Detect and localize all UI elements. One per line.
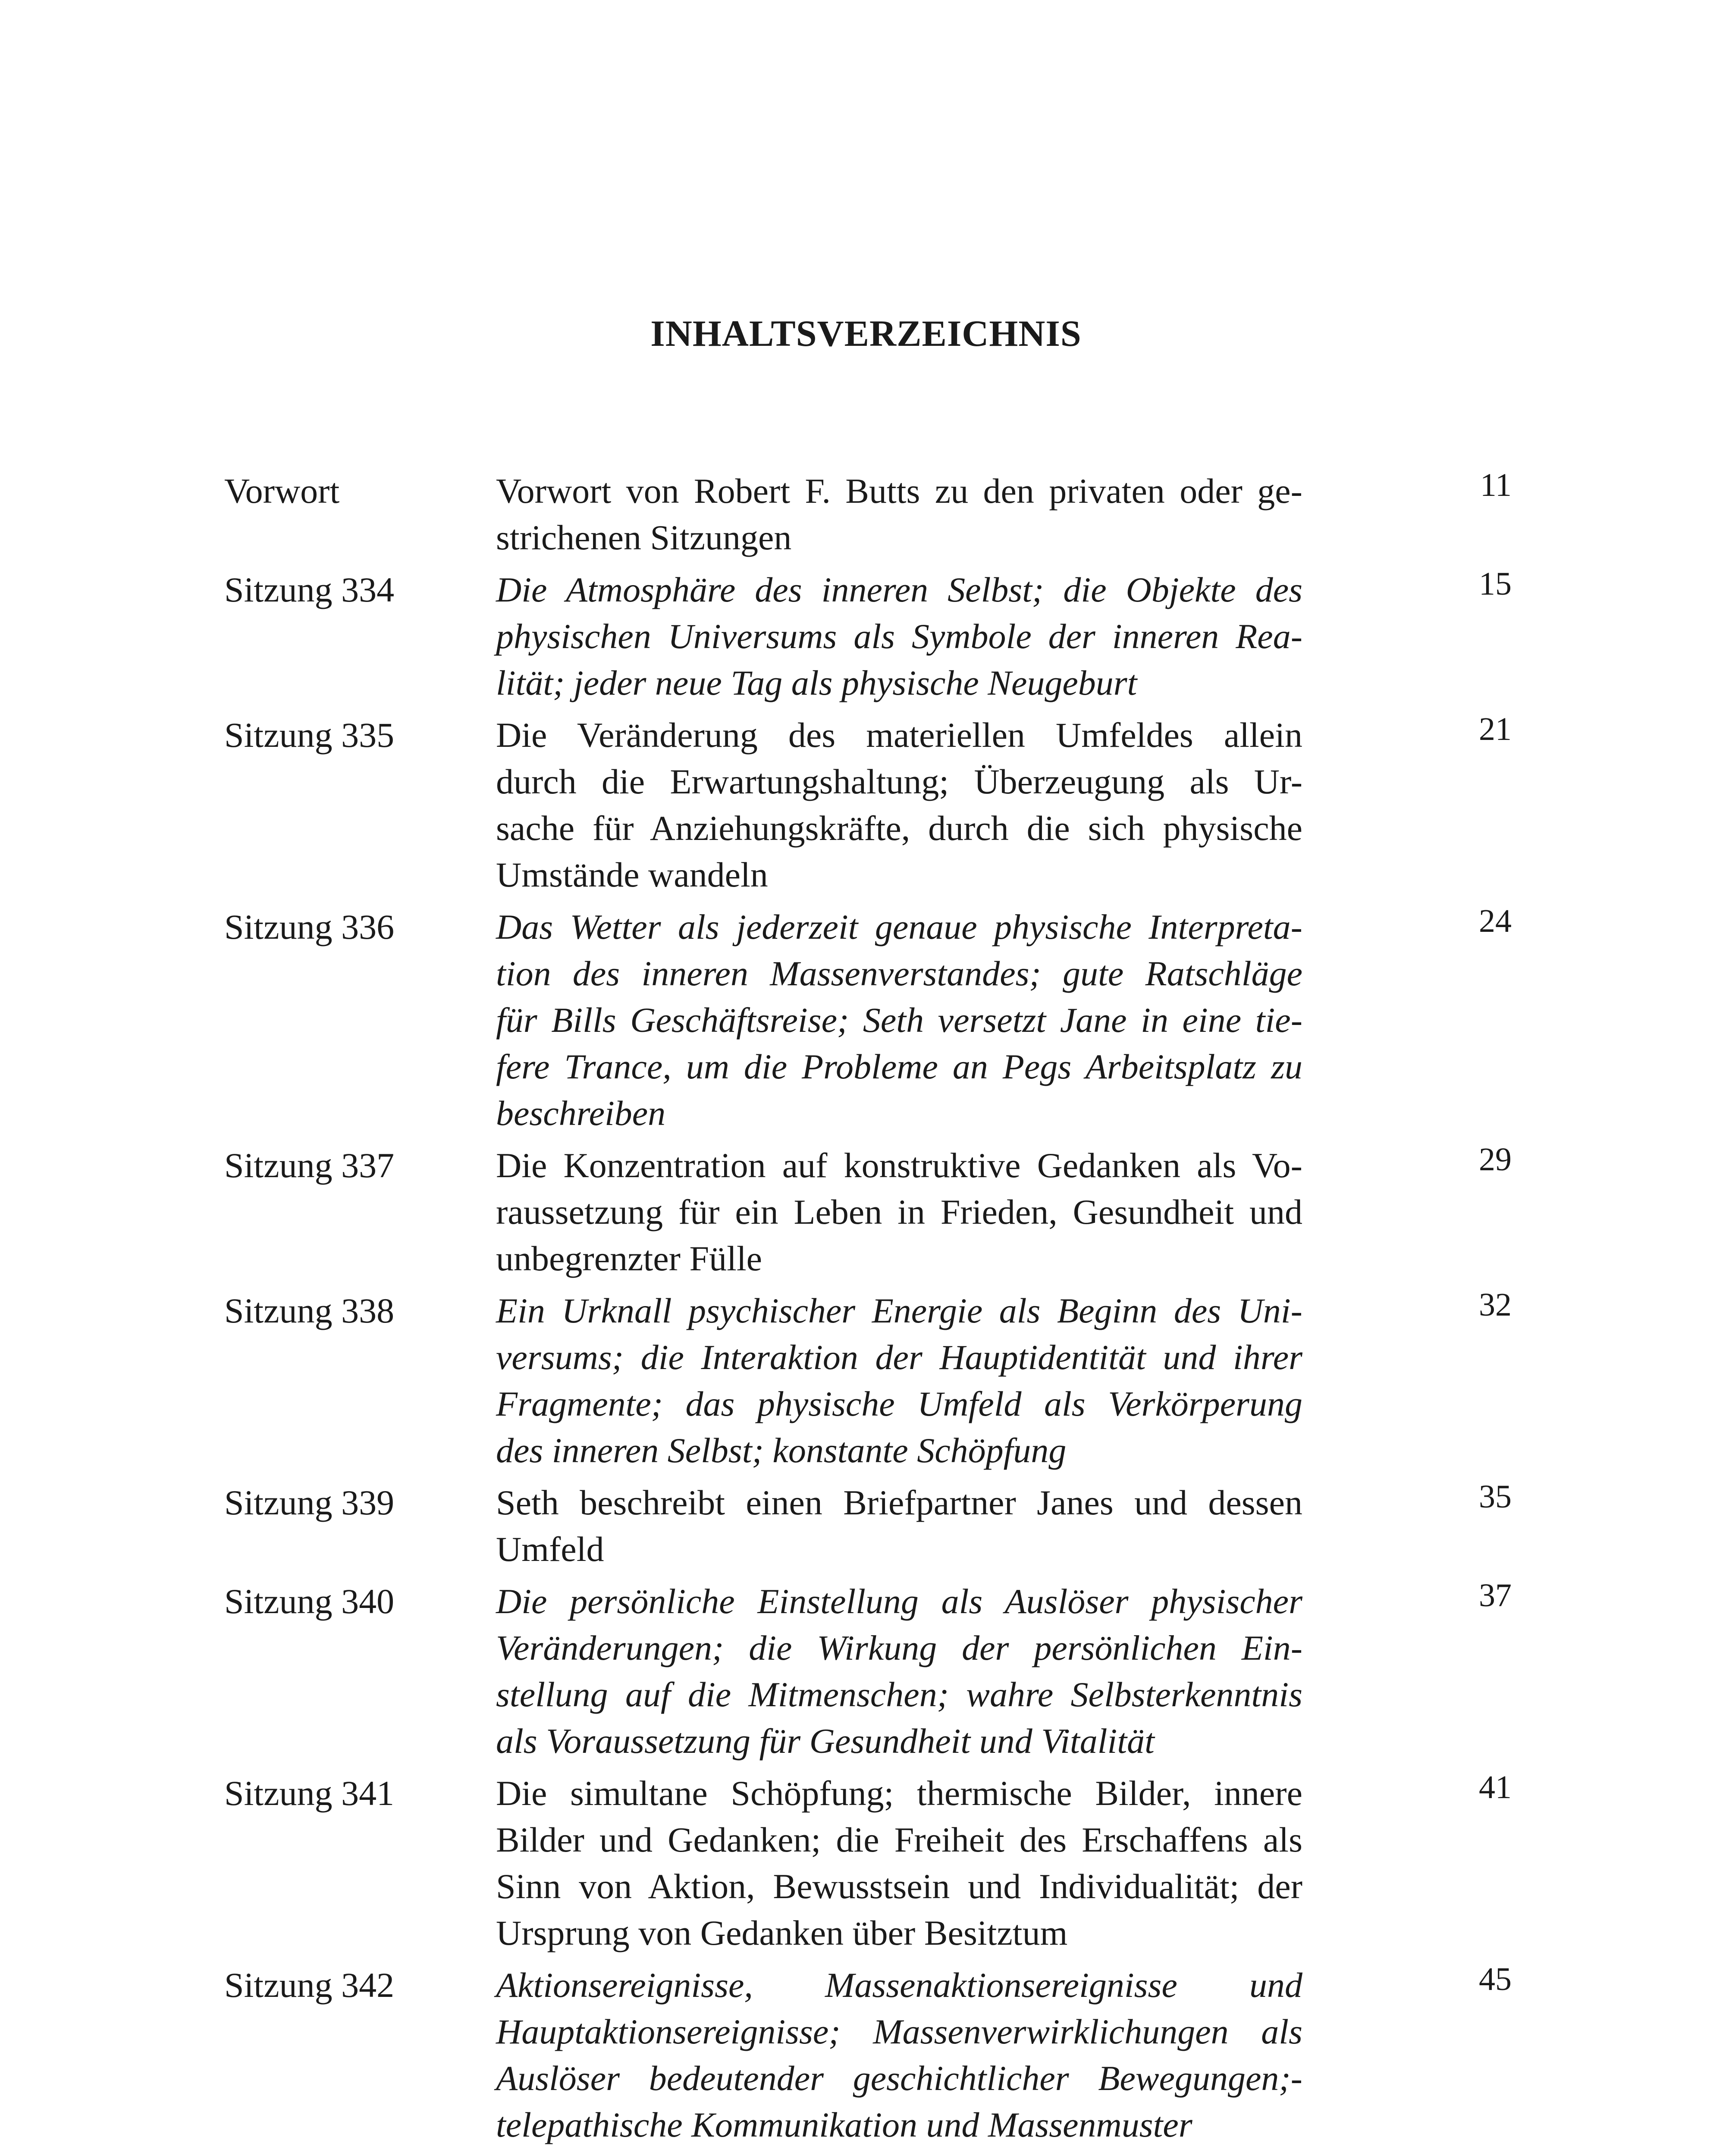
description-line: telepathische Kommunikation und Massenmuster — [496, 2105, 1192, 2144]
toc-entry-label: Sitzung 341 — [224, 1774, 395, 1813]
description-line: Veränderungen; die Wirkung der persönlichen Ein- — [496, 1628, 1302, 1667]
toc-entry-description — [496, 1479, 1302, 1573]
toc-entry-description — [496, 1142, 1302, 1282]
toc-entry-label: Sitzung 336 — [224, 907, 395, 946]
description-line: Das Wetter als jederzeit genaue physische Interpreta- — [496, 907, 1302, 946]
toc-entry-description — [496, 1770, 1302, 1956]
table-of-contents — [224, 468, 1512, 2154]
toc-entry-label: Sitzung 335 — [224, 715, 395, 755]
toc-entry — [224, 567, 1512, 706]
description-line: Die Veränderung des materiellen Umfeldes allein — [496, 715, 1302, 755]
toc-entry-page-number: 37 — [1479, 1577, 1512, 1614]
description-line: Hauptaktionsereignisse; Massenverwirklichungen als — [496, 2012, 1302, 2051]
toc-entry — [224, 468, 1512, 561]
description-line: Die Konzentration auf konstruktive Gedanken als Vo- — [496, 1146, 1302, 1185]
toc-entry-description — [496, 904, 1302, 1137]
toc-entry-label: Vorwort — [224, 471, 340, 511]
toc-entry — [224, 1962, 1512, 2148]
toc-entry-description — [496, 712, 1302, 898]
toc-entry — [224, 1770, 1512, 1956]
toc-entry-description — [496, 1288, 1302, 1474]
description-line: fere Trance, um die Probleme an Pegs Arbeitsplatz zu — [496, 1047, 1302, 1086]
toc-entry-description — [496, 1578, 1302, 1764]
description-line: für Bills Geschäftsreise; Seth versetzt Jane in eine tie- — [496, 1000, 1302, 1040]
description-line: Seth beschreibt einen Briefpartner Janes und dessen — [496, 1483, 1302, 1522]
description-line: als Voraussetzung für Gesundheit und Vitalität — [496, 1721, 1155, 1761]
page-title: INHALTSVERZEICHNIS — [650, 313, 1082, 354]
description-line: lität; jeder neue Tag als physische Neugeburt — [496, 663, 1137, 702]
description-line: des inneren Selbst; konstante Schöpfung — [496, 1431, 1067, 1470]
description-line: Ein Urknall psychischer Energie als Beginn des Uni- — [496, 1291, 1302, 1330]
description-line: durch die Erwartungshaltung; Überzeugung als Ur- — [496, 762, 1302, 801]
toc-entry — [224, 1288, 1512, 1474]
toc-entry-label: Sitzung 338 — [224, 1291, 395, 1330]
toc-entry-page-number: 35 — [1479, 1479, 1512, 1515]
toc-entry-page-number: 45 — [1479, 1961, 1512, 1997]
toc-entry-page-number: 15 — [1479, 566, 1512, 602]
description-line: stellung auf die Mitmenschen; wahre Selbsterkenntnis — [496, 1675, 1302, 1714]
description-line: Die simultane Schöpfung; thermische Bilder, innere — [496, 1774, 1302, 1813]
description-line: physischen Universums als Symbole der inneren Rea- — [496, 617, 1302, 656]
description-line: Umfeld — [496, 1529, 604, 1569]
toc-entry — [224, 712, 1512, 898]
toc-entry-description — [496, 1962, 1302, 2148]
description-line: Die Atmosphäre des inneren Selbst; die Objekte des — [496, 570, 1302, 609]
description-line: raussetzung für ein Leben in Frieden, Gesundheit und — [496, 1192, 1302, 1232]
toc-entry-page-number: 24 — [1479, 903, 1512, 939]
toc-entry-page-number: 21 — [1479, 711, 1512, 747]
description-line: tion des inneren Massenverstandes; gute Ratschläge — [496, 954, 1302, 993]
toc-entry — [224, 1578, 1512, 1764]
toc-entry-description — [496, 468, 1302, 561]
toc-entry-page-number: 41 — [1479, 1769, 1512, 1805]
description-line: unbegrenzter Fülle — [496, 1239, 762, 1278]
description-line: Die persönliche Einstellung als Auslöser physischer — [496, 1582, 1302, 1621]
description-line: versums; die Interaktion der Hauptidentität und ihrer — [496, 1338, 1302, 1377]
toc-entry-label: Sitzung 337 — [224, 1146, 395, 1185]
description-line: Auslöser bedeutender geschichtlicher Bewegungen;- — [496, 2059, 1302, 2098]
toc-entry-description — [496, 567, 1302, 706]
description-line: Umstände wandeln — [496, 855, 768, 894]
description-line: Ursprung von Gedanken über Besitztum — [496, 1913, 1068, 1952]
toc-entry-label: Sitzung 342 — [224, 1965, 395, 2005]
description-line: Bilder und Gedanken; die Freiheit des Erschaffens als — [496, 1820, 1302, 1859]
description-line: Vorwort von Robert F. Butts zu den privaten oder ge- — [496, 471, 1302, 511]
description-line: Fragmente; das physische Umfeld als Verkörperung — [496, 1384, 1302, 1423]
description-line: beschreiben — [496, 1094, 666, 1133]
description-line: Aktionsereignisse, Massenaktionsereignisse und — [496, 1965, 1302, 2005]
toc-entry-page-number: 32 — [1479, 1287, 1512, 1323]
toc-entry-page-number: 11 — [1480, 467, 1512, 503]
toc-entry-label: Sitzung 339 — [224, 1483, 395, 1522]
toc-entry-label: Sitzung 334 — [224, 570, 395, 609]
description-line: sache für Anziehungskräfte, durch die sich physische — [496, 808, 1302, 848]
toc-entry — [224, 1142, 1512, 1282]
toc-entry — [224, 1479, 1512, 1573]
description-line: strichenen Sitzungen — [496, 518, 792, 557]
toc-entry-page-number: 29 — [1479, 1141, 1512, 1178]
description-line: Sinn von Aktion, Bewusstsein und Individualität; der — [496, 1867, 1302, 1906]
toc-entry — [224, 904, 1512, 1137]
toc-entry-label: Sitzung 340 — [224, 1582, 395, 1621]
